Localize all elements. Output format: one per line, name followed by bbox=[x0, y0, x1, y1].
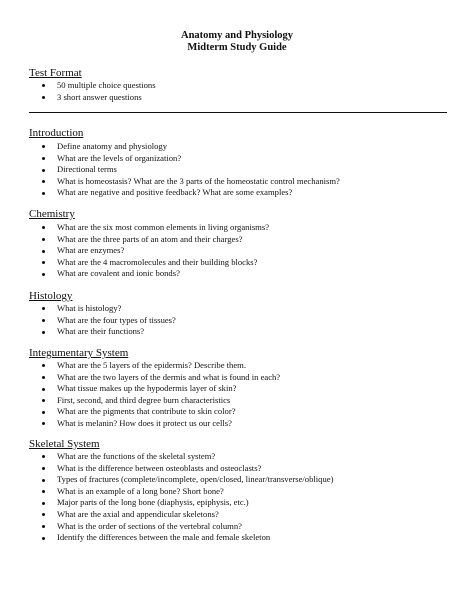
bullet-icon bbox=[42, 479, 45, 482]
section-divider bbox=[29, 112, 447, 113]
bullet-icon bbox=[42, 226, 45, 229]
bullet-icon bbox=[42, 192, 45, 195]
list-item: What is melanin? How does it protect us our cells? bbox=[40, 418, 280, 430]
list-item: What are the four types of tissues? bbox=[40, 315, 176, 327]
bullet-icon bbox=[42, 319, 45, 322]
bullet-icon bbox=[42, 399, 45, 402]
bullet-icon bbox=[42, 273, 45, 276]
bullet-icon bbox=[42, 157, 45, 160]
section-heading-skeletal-system: Skeletal System bbox=[29, 438, 100, 450]
list-item: What are negative and positive feedback? What are some examples? bbox=[40, 187, 340, 199]
list-item: What is an example of a long bone? Short bone? bbox=[40, 486, 333, 498]
list-item: What are enzymes? bbox=[40, 245, 269, 257]
bullet-icon bbox=[42, 388, 45, 391]
list-item: 50 multiple choice questions bbox=[40, 80, 156, 92]
bullet-icon bbox=[42, 455, 45, 458]
list-item: 3 short answer questions bbox=[40, 92, 156, 104]
list-item: Define anatomy and physiology bbox=[40, 141, 340, 153]
list-item: What are their functions? bbox=[40, 326, 176, 338]
list-item: Directional terms bbox=[40, 164, 340, 176]
bullet-icon bbox=[42, 307, 45, 310]
bullet-icon bbox=[42, 84, 45, 87]
bullet-icon bbox=[42, 238, 45, 241]
list-item: What are covalent and ionic bonds? bbox=[40, 268, 269, 280]
section-heading-introduction: Introduction bbox=[29, 127, 84, 139]
bullet-icon bbox=[42, 145, 45, 148]
bullet-icon bbox=[42, 180, 45, 183]
list-item: What is homeostasis? What are the 3 parts of the homeostatic control mechanism? bbox=[40, 176, 340, 188]
bullet-icon bbox=[42, 169, 45, 172]
bullet-icon bbox=[42, 467, 45, 470]
histology-list bbox=[40, 303, 176, 338]
list-item: First, second, and third degree burn characteristics bbox=[40, 395, 280, 407]
list-item: Identify the differences between the male and female skeleton bbox=[40, 532, 333, 544]
bullet-icon bbox=[42, 525, 45, 528]
list-item: What are the axial and appendicular skeletons? bbox=[40, 509, 333, 521]
document-title: Anatomy and Physiology bbox=[180, 30, 294, 41]
list-item: What are the 5 layers of the epidermis? Describe them. bbox=[40, 360, 280, 372]
chemistry-list bbox=[40, 222, 269, 280]
list-item: What are the functions of the skeletal system? bbox=[40, 451, 333, 463]
integumentary-list bbox=[40, 360, 280, 430]
list-item: What are the levels of organization? bbox=[40, 153, 340, 165]
bullet-icon bbox=[42, 411, 45, 414]
list-item: What is histology? bbox=[40, 303, 176, 315]
bullet-icon bbox=[42, 250, 45, 253]
section-heading-integumentary-system: Integumentary System bbox=[29, 347, 129, 359]
list-item: What tissue makes up the hypodermis layer of skin? bbox=[40, 383, 280, 395]
list-item: What are the six most common elements in living organisms? bbox=[40, 222, 269, 234]
list-item: What are the two layers of the dermis and what is found in each? bbox=[40, 372, 280, 384]
bullet-icon bbox=[42, 331, 45, 334]
bullet-icon bbox=[42, 261, 45, 264]
bullet-icon bbox=[42, 376, 45, 379]
list-item: What are the pigments that contribute to skin color? bbox=[40, 406, 280, 418]
section-heading-chemistry: Chemistry bbox=[29, 208, 75, 220]
list-item: What are the 4 macromolecules and their building blocks? bbox=[40, 257, 269, 269]
list-item: What are the three parts of an atom and their charges? bbox=[40, 234, 269, 246]
bullet-icon bbox=[42, 490, 45, 493]
bullet-icon bbox=[42, 96, 45, 99]
section-heading-histology: Histology bbox=[29, 290, 73, 302]
document-subtitle: Midterm Study Guide bbox=[187, 42, 287, 53]
bullet-icon bbox=[42, 537, 45, 540]
list-item: What is the difference between osteoblasts and osteoclasts? bbox=[40, 463, 333, 475]
list-item: What is the order of sections of the vertebral column? bbox=[40, 521, 333, 533]
bullet-icon bbox=[42, 513, 45, 516]
section-heading-test-format: Test Format bbox=[29, 67, 82, 79]
list-item: Types of fractures (complete/incomplete, open/closed, linear/transverse/oblique) bbox=[40, 474, 333, 486]
introduction-list bbox=[40, 141, 340, 199]
skeletal-list bbox=[40, 451, 333, 544]
bullet-icon bbox=[42, 422, 45, 425]
bullet-icon bbox=[42, 502, 45, 505]
bullet-icon bbox=[42, 364, 45, 367]
test-format-list bbox=[40, 80, 156, 103]
list-item: Major parts of the long bone (diaphysis, epiphysis, etc.) bbox=[40, 497, 333, 509]
